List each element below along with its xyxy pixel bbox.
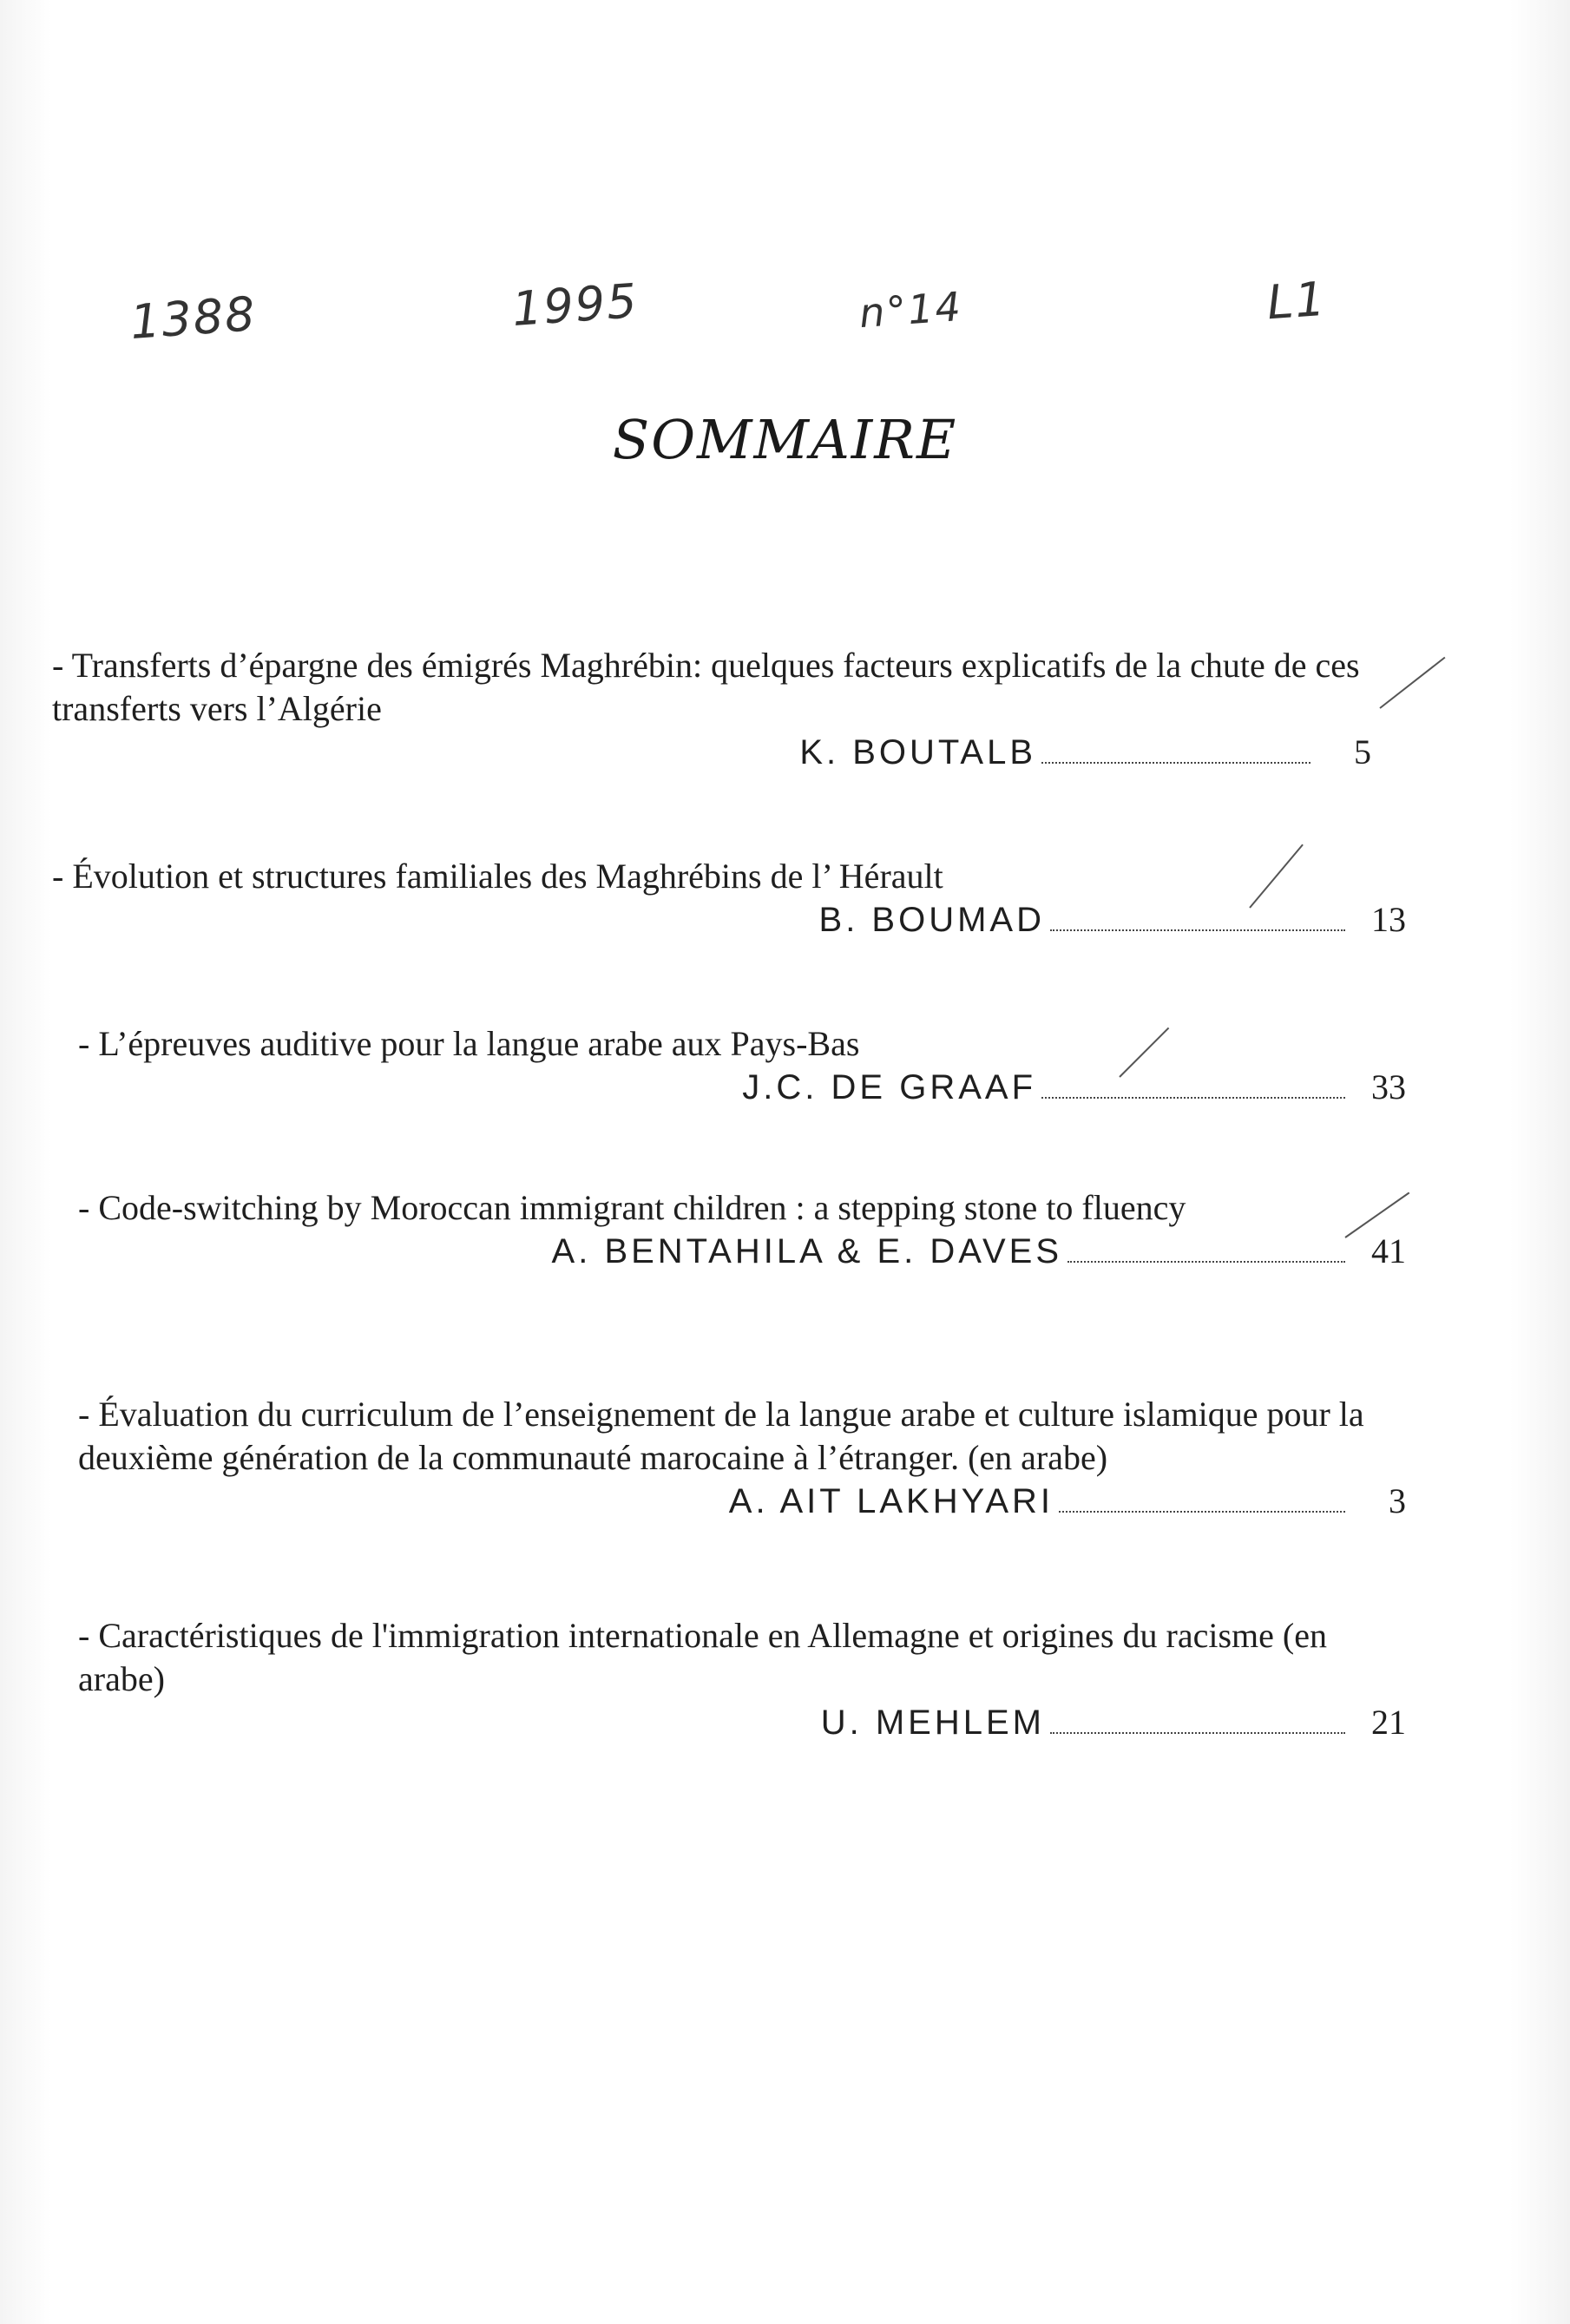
toc-entry-author-line bbox=[52, 731, 1371, 774]
toc-entry-leader bbox=[1050, 929, 1345, 931]
toc-entry bbox=[78, 1614, 1406, 1744]
toc-entry-page: 5 bbox=[1354, 732, 1371, 771]
toc-entry-author-line bbox=[78, 1480, 1406, 1523]
toc-entry-page: 33 bbox=[1371, 1067, 1406, 1106]
toc-entry bbox=[52, 855, 1406, 942]
toc-entry-page: 21 bbox=[1371, 1703, 1406, 1742]
page-title: SOMMAIRE bbox=[612, 408, 958, 471]
toc-entry-title: - Code-switching by Moroccan immigrant children : a stepping stone to fluency bbox=[78, 1188, 1186, 1227]
toc-entry-title: - Évolution et structures familiales des Maghrébins de l’ Hérault bbox=[52, 857, 943, 896]
toc-entry-leader bbox=[1050, 1732, 1345, 1734]
handwritten-ref-number: 1388 bbox=[128, 286, 259, 350]
toc-entry-author: A. AIT LAKHYARI bbox=[728, 1482, 1054, 1520]
toc-entry-author: U. MEHLEM bbox=[820, 1704, 1045, 1742]
toc-entry-author: A. BENTAHILA & E. DAVES bbox=[551, 1232, 1062, 1270]
toc-entry-leader bbox=[1067, 1261, 1345, 1263]
toc-entry-author: K. BOUTALB bbox=[799, 733, 1036, 771]
toc-entry bbox=[78, 1393, 1406, 1523]
toc-entry-leader bbox=[1041, 1097, 1345, 1099]
toc-entry-author: B. BOUMAD bbox=[818, 901, 1045, 939]
toc-entry-page: 13 bbox=[1371, 900, 1406, 939]
toc-entry-title: - Transferts d’épargne des émigrés Maghrébin: quelques facteurs explicatifs de la chute de ces transferts vers l’Algérie bbox=[52, 646, 1360, 728]
toc-entry-leader bbox=[1041, 762, 1311, 764]
toc-entry-title: - L’épreuves auditive pour la langue arabe aux Pays-Bas bbox=[78, 1024, 860, 1063]
handwritten-year: 1995 bbox=[509, 273, 640, 337]
toc-entry-page: 3 bbox=[1389, 1481, 1406, 1520]
toc-entry bbox=[78, 1022, 1406, 1109]
toc-entry-author-line bbox=[78, 1066, 1406, 1109]
handwritten-issue: n°14 bbox=[857, 282, 964, 338]
pencil-check-mark bbox=[1379, 657, 1445, 709]
toc-entry-page: 41 bbox=[1371, 1231, 1406, 1270]
toc-entry-author-line bbox=[78, 1230, 1406, 1273]
toc-entry bbox=[52, 644, 1371, 774]
toc-entry bbox=[78, 1186, 1406, 1273]
toc-entry-title: - Évaluation du curriculum de l’enseignement de la langue arabe et culture islamique pour la deuxième génération de la communauté marocaine à l’étranger. (en arabe) bbox=[78, 1395, 1364, 1477]
toc-entry-title: - Caractéristiques de l'immigration internationale en Allemagne et origines du racisme (en arabe) bbox=[78, 1616, 1327, 1698]
toc-entry-leader bbox=[1059, 1511, 1345, 1513]
handwritten-mark: L1 bbox=[1265, 271, 1329, 331]
toc-entry-author: J.C. DE GRAAF bbox=[742, 1068, 1036, 1106]
toc-entry-author-line bbox=[78, 1701, 1406, 1744]
toc-entry-author-line bbox=[52, 898, 1406, 942]
